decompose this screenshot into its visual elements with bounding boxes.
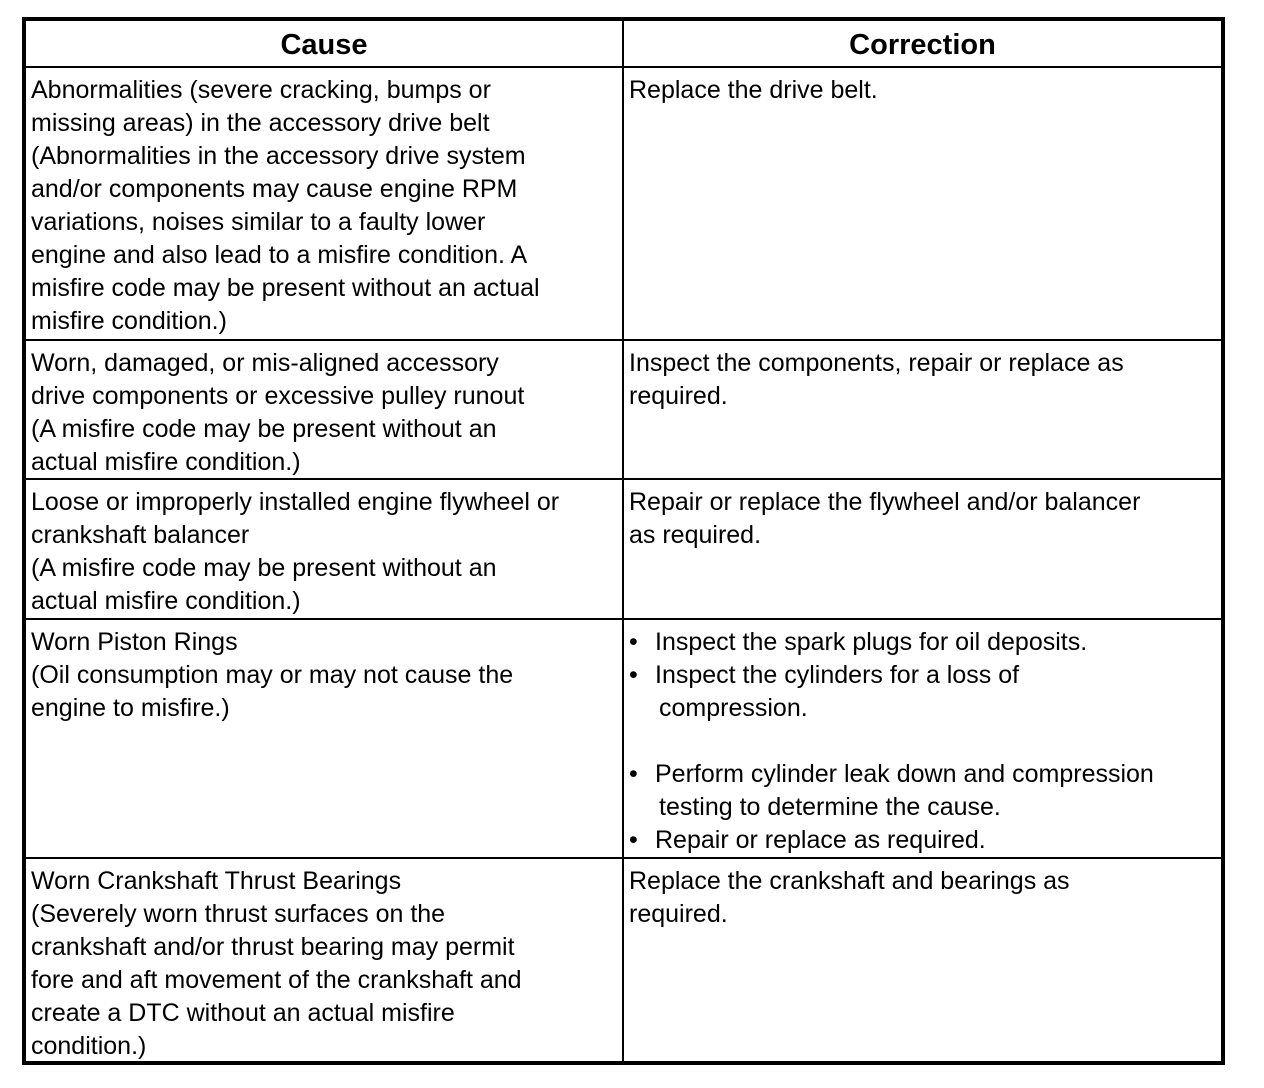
row-5-correction [624, 859, 1221, 1061]
row-5-cause [26, 859, 624, 1061]
row-3-correction [624, 480, 1221, 620]
row-5-correction-line: Replace the crankshaft and bearings as [629, 867, 1070, 895]
row-1-cause-line: and/or components may cause engine RPM [31, 175, 518, 203]
row-3-cause-line: actual misfire condition.) [31, 587, 301, 615]
row-2-correction [624, 341, 1221, 480]
row-1-cause-line: Abnormalities (severe cracking, bumps or [31, 76, 491, 104]
bullet-text: Repair or replace as required. [655, 826, 986, 854]
row-2-cause-line: Worn, damaged, or mis-aligned accessory [31, 349, 499, 377]
row-2-correction-line: required. [629, 382, 728, 410]
row-3-cause-line: (A misfire code may be present without an [31, 554, 497, 582]
row-1-cause-line: variations, noises similar to a faulty lower [31, 208, 486, 236]
row-5-cause-line: Worn Crankshaft Thrust Bearings [31, 867, 402, 895]
row-3-cause-line: Loose or improperly installed engine flywheel or [31, 488, 560, 516]
row-1-cause-line: missing areas) in the accessory drive belt [31, 109, 490, 137]
row-5-cause-line: condition.) [31, 1032, 147, 1060]
row-1-cause [26, 68, 624, 341]
bullet-item [629, 824, 1217, 857]
row-2-cause-line: actual misfire condition.) [31, 448, 301, 476]
bullet-continuation: compression. [659, 694, 808, 722]
row-4-cause-line: (Oil consumption may or may not cause the [31, 661, 514, 689]
row-3-correction-line: as required. [629, 521, 762, 549]
bullet-icon: • [629, 628, 638, 656]
bullet-icon: • [629, 760, 638, 788]
row-3-cause [26, 480, 624, 620]
spacer [629, 725, 1217, 758]
bullet-continuation: testing to determine the cause. [659, 793, 1001, 821]
bullet-icon: • [629, 826, 638, 854]
row-1-cause-line: misfire code may be present without an actual [31, 274, 540, 302]
row-2-cause [26, 341, 624, 480]
row-5-correction-line: required. [629, 900, 728, 928]
row-4-cause [26, 620, 624, 859]
row-4-cause-line: engine to misfire.) [31, 694, 230, 722]
bullet-text: Inspect the cylinders for a loss of [655, 661, 1020, 689]
header-correction: Correction [624, 21, 1221, 68]
cause-correction-table [22, 17, 1225, 1065]
row-5-cause-line: (Severely worn thrust surfaces on the [31, 900, 446, 928]
row-1-cause-line: misfire condition.) [31, 307, 227, 335]
bullet-item [629, 758, 1217, 791]
row-3-correction-line: Repair or replace the flywheel and/or balancer [629, 488, 1141, 516]
row-1-correction-line: Replace the drive belt. [629, 76, 878, 104]
row-2-correction-line: Inspect the components, repair or replace as [629, 349, 1124, 377]
row-2-cause-line: (A misfire code may be present without an [31, 415, 497, 443]
row-5-cause-line: create a DTC without an actual misfire [31, 999, 455, 1027]
row-1-cause-line: (Abnormalities in the accessory drive system [31, 142, 526, 170]
row-2-cause-line: drive components or excessive pulley runout [31, 382, 525, 410]
bullet-icon: • [629, 661, 638, 689]
bullet-item [629, 626, 1217, 659]
bullet-text: Perform cylinder leak down and compression [655, 760, 1154, 788]
row-1-correction [624, 68, 1221, 341]
row-4-cause-line: Worn Piston Rings [31, 628, 238, 656]
row-4-correction [624, 620, 1221, 859]
row-1-cause-line: engine and also lead to a misfire condition. A [31, 241, 528, 269]
row-5-cause-line: fore and aft movement of the crankshaft and [31, 966, 522, 994]
bullet-item [629, 659, 1217, 692]
bullet-text: Inspect the spark plugs for oil deposits. [655, 628, 1088, 656]
row-3-cause-line: crankshaft balancer [31, 521, 250, 549]
header-cause: Cause [26, 21, 624, 68]
row-5-cause-line: crankshaft and/or thrust bearing may permit [31, 933, 515, 961]
